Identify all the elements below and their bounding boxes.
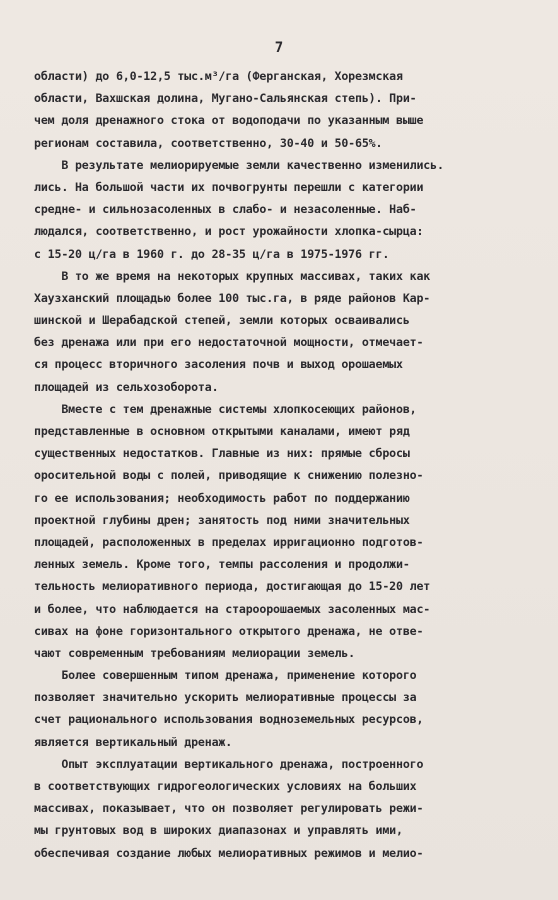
- text-line: ся процесс вторичного засоления почв и выход орошаемых: [34, 357, 403, 372]
- text-line: обеспечивая создание любых мелиоративных режимов и мелио-: [34, 845, 424, 860]
- text-line: области, Вахшская долина, Мугано-Сальянская степь). При-: [34, 91, 417, 106]
- text-line: сивах на фоне горизонтального открытого дренажа, не отве-: [34, 623, 424, 638]
- text-line: счет рационального использования водноземельных ресурсов,: [34, 712, 424, 727]
- text-line: области) до 6,0-12,5 тыс.м³/га (Ферганская, Хорезмская: [34, 69, 403, 83]
- text-line: в соответствующих гидрогеологических условиях на больших: [34, 779, 417, 793]
- page-number: 7: [274, 40, 284, 56]
- text-line: Вместе с тем дренажные системы хлопкосеющих районов,: [34, 401, 417, 416]
- text-line: ленных земель. Кроме того, темпы рассоления и продолжи-: [34, 557, 410, 572]
- text-line: Более совершенным типом дренажа, применение которого: [34, 668, 417, 683]
- text-line: средне- и сильнозасоленных в слабо- и незасоленные. Наб-: [34, 202, 417, 217]
- text-line: позволяет значительно ускорить мелиоративные процессы за: [34, 690, 417, 705]
- text-line: лись. На большой части их почвогрунты перешли с категории: [34, 179, 424, 194]
- text-line: массивах, показывает, что он позволяет регулировать режи-: [34, 801, 424, 816]
- text-line: и более, что наблюдается на староорошаемых засоленных мас-: [34, 601, 431, 616]
- text-line: го ее использования; необходимость работ по поддержанию: [34, 490, 410, 505]
- text-line: В результате мелиорируемые земли качественно изменились.: [34, 157, 444, 172]
- text-line: представленные в основном открытыми каналами, имеют ряд: [34, 424, 410, 438]
- text-line: тельность мелиоративного периода, достигающая до 15-20 лет: [34, 579, 431, 594]
- text-line: с 15-20 ц/га в 1960 г. до 28-35 ц/га в 1975-1976 гг.: [34, 246, 390, 261]
- text-line: без дренажа или при его недостаточной мощности, отмечает-: [34, 335, 424, 350]
- text-line: Опыт эксплуатации вертикального дренажа, построенного: [34, 756, 424, 771]
- body-text: [34, 65, 534, 864]
- text-line: оросительной воды с полей, приводящие к снижению полезно-: [34, 468, 424, 483]
- text-line: мы грунтовых вод в широких диапазонах и управлять ими,: [34, 823, 403, 838]
- text-line: В то же время на некоторых крупных массивах, таких как: [34, 268, 431, 283]
- text-line: Хаузханский площадью более 100 тыс.га, в ряде районов Кар-: [34, 290, 431, 305]
- text-line: существенных недостатков. Главные из них: прямые сбросы: [34, 446, 410, 461]
- text-line: регионам составила, соответственно, 30-40 и 50-65%.: [34, 135, 383, 150]
- text-line: шинской и Шерабадской степей, земли которых осваивались: [34, 313, 410, 328]
- text-line: площадей, расположенных в пределах ирригационно подготов-: [34, 534, 424, 549]
- text-line: проектной глубины дрен; занятость под ними значительных: [34, 512, 410, 527]
- text-line: людался, соответственно, и рост урожайности хлопка-сырца:: [34, 224, 424, 239]
- text-line: является вертикальный дренаж.: [34, 734, 233, 749]
- text-line: площадей из сельхозоборота.: [34, 379, 219, 394]
- text-line: чем доля дренажного стока от водоподачи по указанным выше: [34, 113, 424, 128]
- text-line: чают современным требованиям мелиорации земель.: [34, 645, 356, 660]
